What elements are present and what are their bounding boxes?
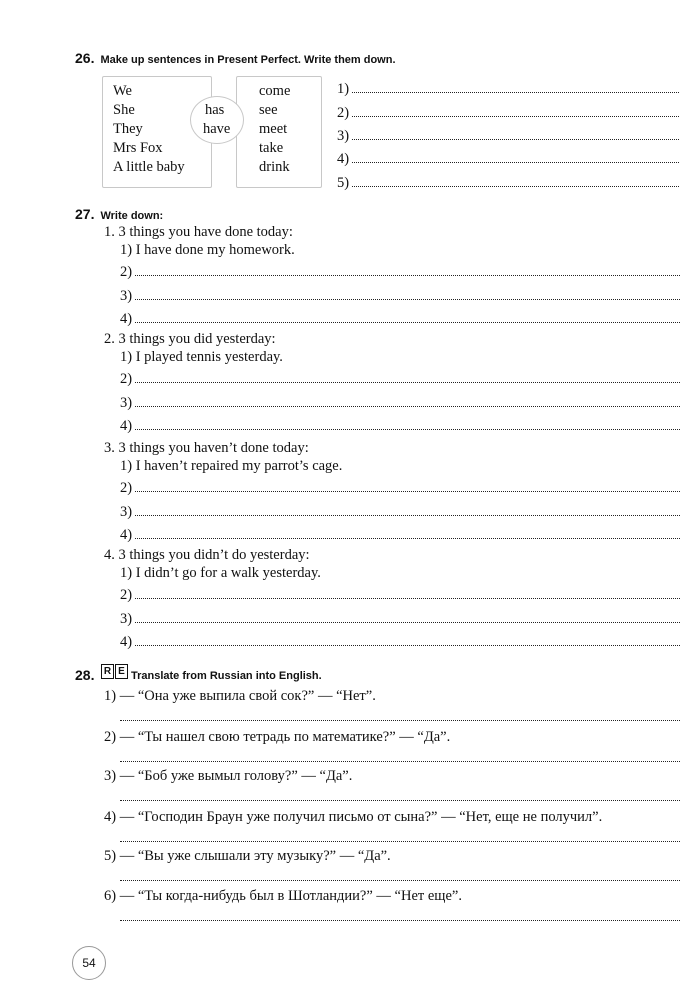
exercise-title: Translate from Russian into English.: [131, 670, 322, 682]
answer-line[interactable]: [337, 174, 679, 192]
answer-line[interactable]: [120, 526, 680, 544]
group-example: 1) I didn’t go for a walk yesterday.: [120, 565, 321, 581]
exercise-26-header: [75, 50, 396, 66]
answer-line[interactable]: [120, 394, 680, 412]
dotted-line: [135, 526, 680, 539]
exercise-28-header: [75, 667, 94, 683]
dotted-line: [135, 263, 680, 276]
dotted-line: [135, 417, 680, 430]
group-heading: 2. 3 things you did yesterday:: [104, 331, 276, 347]
dotted-line: [135, 586, 680, 599]
group-example: 1) I have done my homework.: [120, 242, 295, 258]
line-label: 2): [337, 105, 350, 121]
group-example: 1) I haven’t repaired my parrot’s cage.: [120, 458, 343, 474]
translation-item: 1) — “Она уже выпила свой сок?” — “Нет”.: [104, 688, 376, 704]
dotted-line: [135, 370, 680, 383]
exercise-27-header: [75, 206, 163, 222]
dotted-line: [135, 610, 680, 623]
line-label: 4): [120, 634, 133, 650]
dotted-line: [135, 633, 680, 646]
answer-line[interactable]: [120, 370, 680, 388]
line-label: 3): [120, 611, 133, 627]
exercise-number: 28.: [75, 667, 95, 683]
line-label: 3): [337, 128, 350, 144]
answer-line[interactable]: [120, 880, 680, 881]
re-icon-letter: R: [101, 664, 114, 679]
translation-item: 6) — “Ты когда-нибудь был в Шотландии?” — “Нет еще”.: [104, 888, 462, 904]
line-label: 5): [337, 175, 350, 191]
translation-item: 3) — “Боб уже вымыл голову?” — “Да”.: [104, 768, 353, 784]
answer-line[interactable]: [337, 80, 679, 98]
subject-word: We: [113, 83, 132, 99]
auxiliary-word: has: [205, 102, 225, 118]
subject-word: Mrs Fox: [113, 140, 163, 156]
page-number: 54: [72, 946, 106, 980]
answer-line[interactable]: [337, 127, 679, 145]
subject-word: A little baby: [113, 159, 185, 175]
line-label: 2): [120, 371, 133, 387]
verb-word: see: [259, 102, 278, 118]
group-heading: 1. 3 things you have done today:: [104, 224, 293, 240]
exercise-title: Write down:: [100, 210, 164, 222]
subject-word: They: [113, 121, 143, 137]
line-label: 3): [120, 395, 133, 411]
verb-word: drink: [259, 159, 290, 175]
answer-line[interactable]: [120, 920, 680, 921]
dotted-line: [135, 479, 680, 492]
exercise-number: 26.: [75, 50, 95, 66]
exercise-number: 27.: [75, 206, 95, 222]
answer-line[interactable]: [120, 310, 680, 328]
exercise-title: Make up sentences in Present Perfect. Write them down.: [100, 54, 396, 66]
line-label: 4): [337, 151, 350, 167]
verb-word: come: [259, 83, 291, 99]
line-label: 2): [120, 587, 133, 603]
answer-line[interactable]: [120, 633, 680, 651]
line-label: 4): [120, 311, 133, 327]
answer-line[interactable]: [120, 479, 680, 497]
answer-line[interactable]: [120, 503, 680, 521]
answer-line[interactable]: [120, 720, 680, 721]
group-example: 1) I played tennis yesterday.: [120, 349, 283, 365]
verb-word: take: [259, 140, 284, 156]
line-label: 3): [120, 504, 133, 520]
dotted-line: [352, 80, 679, 93]
group-heading: 4. 3 things you didn’t do yesterday:: [104, 547, 310, 563]
subject-word: She: [113, 102, 135, 118]
answer-line[interactable]: [120, 761, 680, 762]
dotted-line: [135, 310, 680, 323]
line-label: 2): [120, 480, 133, 496]
re-icon-letter: E: [115, 664, 128, 679]
group-heading: 3. 3 things you haven’t done today:: [104, 440, 309, 456]
verb-word: meet: [259, 121, 288, 137]
answer-line[interactable]: [120, 417, 680, 435]
dotted-line: [135, 394, 680, 407]
dotted-line: [135, 287, 680, 300]
dotted-line: [352, 150, 679, 163]
answer-line[interactable]: [337, 104, 679, 122]
line-label: 4): [120, 527, 133, 543]
answer-line[interactable]: [120, 610, 680, 628]
translation-item: 5) — “Вы уже слышали эту музыку?” — “Да”.: [104, 848, 391, 864]
translation-item: 2) — “Ты нашел свою тетрадь по математике?” — “Да”.: [104, 729, 451, 745]
reading-exercise-icon: [101, 664, 128, 679]
auxiliary-word: have: [203, 121, 231, 137]
line-label: 2): [120, 264, 133, 280]
dotted-line: [352, 104, 679, 117]
dotted-line: [135, 503, 680, 516]
answer-line[interactable]: [120, 586, 680, 604]
line-label: 4): [120, 418, 133, 434]
line-label: 3): [120, 288, 133, 304]
dotted-line: [352, 174, 679, 187]
answer-line[interactable]: [120, 287, 680, 305]
answer-line[interactable]: [337, 150, 679, 168]
line-label: 1): [337, 81, 350, 97]
answer-line[interactable]: [120, 800, 680, 801]
answer-line[interactable]: [120, 263, 680, 281]
answer-line[interactable]: [120, 841, 680, 842]
dotted-line: [352, 127, 679, 140]
translation-item: 4) — “Господин Браун уже получил письмо от сына?” — “Нет, еще не получил”.: [104, 809, 603, 825]
